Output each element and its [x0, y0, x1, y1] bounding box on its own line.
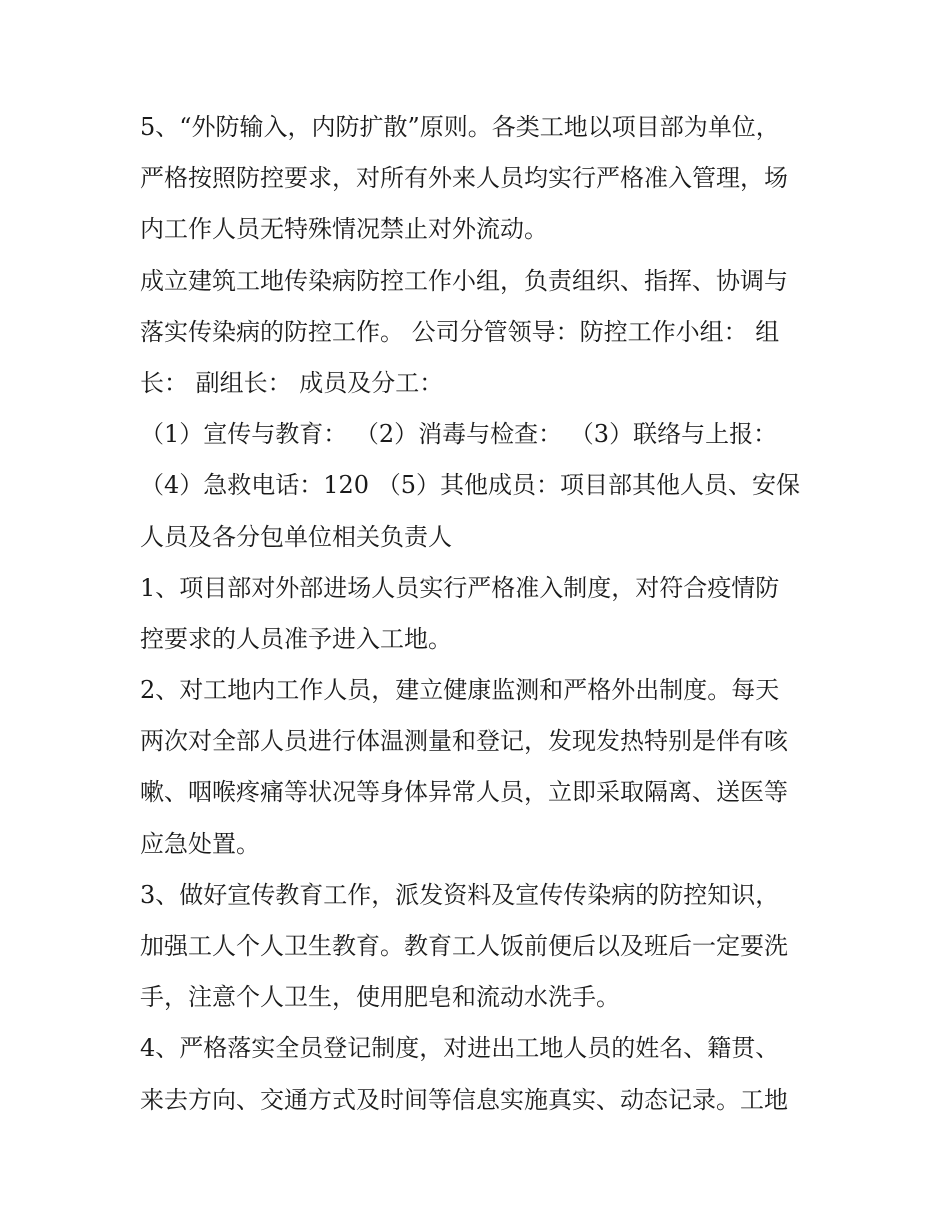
- text-line: （4）急救电话：120 （5）其他成员：项目部其他人员、安保: [140, 471, 800, 500]
- text-line: 5、“外防输入，内防扩散”原则。各类工地以项目部为单位，: [140, 113, 780, 141]
- text-line: 成立建筑工地传染病防控工作小组，负责组织、指挥、协调与: [140, 266, 788, 295]
- text-line: 内工作人员无特殊情况禁止对外流动。: [140, 215, 548, 244]
- text-line: 1、项目部对外部进场人员实行严格准入制度，对符合疫情防: [140, 573, 780, 602]
- text-line: 控要求的人员准予进入工地。: [140, 624, 452, 653]
- text-line: 3、做好宣传教育工作，派发资料及宣传传染病的防控知识，: [140, 880, 780, 909]
- text-line: （1）宣传与教育： （2）消毒与检查： （3）联络与上报：: [140, 420, 778, 449]
- text-line: 来去方向、交通方式及时间等信息实施真实、动态记录。工地: [140, 1085, 788, 1114]
- text-line: 嗽、咽喉疼痛等状况等身体异常人员，立即采取隔离、送医等: [140, 778, 788, 807]
- text-line: 长： 副组长： 成员及分工：: [140, 368, 444, 397]
- text-line: 两次对全部人员进行体温测量和登记，发现发热特别是伴有咳: [140, 727, 788, 756]
- text-line: 应急处置。: [140, 829, 260, 858]
- text-line: 2、对工地内工作人员，建立健康监测和严格外出制度。每天: [140, 676, 780, 705]
- document-body: [140, 102, 820, 1126]
- text-line: 落实传染病的防控工作。 公司分管领导：防控工作小组： 组: [140, 317, 780, 346]
- text-line: 加强工人个人卫生教育。教育工人饭前便后以及班后一定要洗: [140, 932, 788, 960]
- text-line: 手，注意个人卫生，使用肥皂和流动水洗手。: [140, 983, 620, 1012]
- text-line: 4、严格落实全员登记制度，对进出工地人员的姓名、籍贯、: [140, 1034, 780, 1063]
- text-line: 人员及各分包单位相关负责人: [140, 522, 452, 551]
- text-line: 严格按照防控要求，对所有外来人员均实行严格准入管理，场: [140, 164, 788, 193]
